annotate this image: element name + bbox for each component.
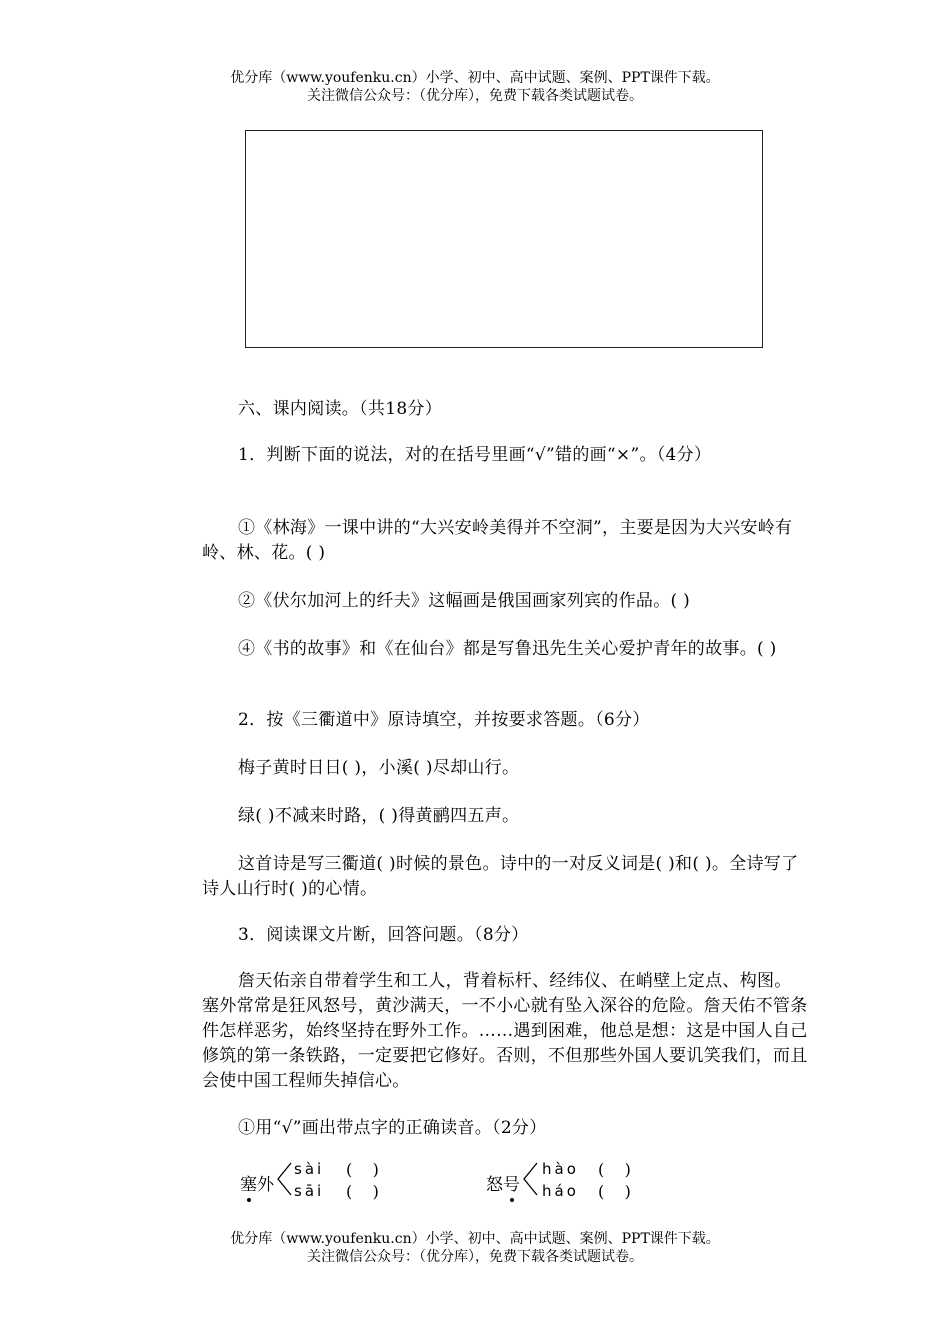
q3-prompt: 3．阅读课文片断，回答问题。（8分） (238, 925, 529, 945)
plain-char: 怒 (486, 1175, 503, 1195)
answer-paren-2[interactable]: ( ) (598, 1182, 631, 1201)
footer-line-2: 关注微信公众号：（优分库），免费下载各类试题试卷。 (307, 1249, 643, 1265)
word-nuhao (486, 1170, 520, 1195)
q2-poem-line-2: 绿( )不减来时路，( )得黄鹂四五声。 (238, 806, 520, 826)
pinyin-choice-saiwai (240, 1158, 440, 1206)
q2-poem-line-1: 梅子黄时日日( )，小溪( )尽却山行。 (238, 758, 520, 778)
pinyin-option-1: hào (542, 1160, 579, 1178)
q1-prompt: 1．判断下面的说法，对的在括号里画“√”错的画“×”。（4分） (238, 445, 712, 465)
q2-question: 这首诗是写三衢道( )时候的景色。诗中的一对反义词是( )和( )。全诗写了诗人山行时( )的心情。 (202, 854, 799, 899)
dotted-char: 号 (503, 1170, 520, 1195)
q1-item-1: ①《林海》一课中讲的“大兴安岭美得并不空洞”，主要是因为大兴安岭有岭、林、花。( ) (202, 518, 793, 563)
word-saiwai (240, 1170, 274, 1195)
plain-char: 外 (257, 1175, 274, 1195)
header-line-1: 优分库（www.youfenku.cn）小学、初中、高中试题、案例、PPT课件下载。 (230, 70, 720, 86)
q1-item-2: ②《伏尔加河上的纤夫》这幅画是俄国画家列宾的作品。( ) (238, 591, 691, 611)
pinyin-choice-nuhao (486, 1158, 686, 1206)
answer-box (245, 130, 763, 348)
q3-sub-1: ①用“√”画出带点字的正确读音。（2分） (238, 1118, 547, 1138)
section-title: 六、课内阅读。（共18分） (238, 399, 443, 419)
header-line-2: 关注微信公众号：（优分库），免费下载各类试题试卷。 (307, 88, 643, 104)
footer-line-1: 优分库（www.youfenku.cn）小学、初中、高中试题、案例、PPT课件下载。 (230, 1231, 720, 1247)
dotted-char: 塞 (240, 1170, 257, 1195)
pinyin-option-2: háo (542, 1182, 579, 1200)
q3-passage: 詹天佑亲自带着学生和工人，背着标杆、经纬仪、在峭壁上定点、构图。塞外常常是狂风怒号，黄沙满天，一不小心就有坠入深谷的危险。詹天佑不管条件怎样恶劣，始终坚持在野外工作。……遇到困难，他总是想：这是中国人自己修筑的第一条铁路，一定要把它修好。否则，不但那些外国人要讥笑我们，而且会使中国工程师失掉信心。 (202, 971, 808, 1091)
q2-prompt: 2．按《三衢道中》原诗填空，并按要求答题。（6分） (238, 710, 650, 730)
q1-item-4: ④《书的故事》和《在仙台》都是写鲁迅先生关心爱护青年的故事。( ) (238, 639, 777, 659)
answer-paren-1[interactable]: ( ) (346, 1160, 379, 1179)
answer-paren-1[interactable]: ( ) (598, 1160, 631, 1179)
angle-bracket-icon (276, 1160, 292, 1198)
angle-bracket-icon (522, 1160, 538, 1198)
answer-paren-2[interactable]: ( ) (346, 1182, 379, 1201)
pinyin-option-2: sāi (294, 1182, 325, 1200)
pinyin-option-1: sài (294, 1160, 325, 1178)
